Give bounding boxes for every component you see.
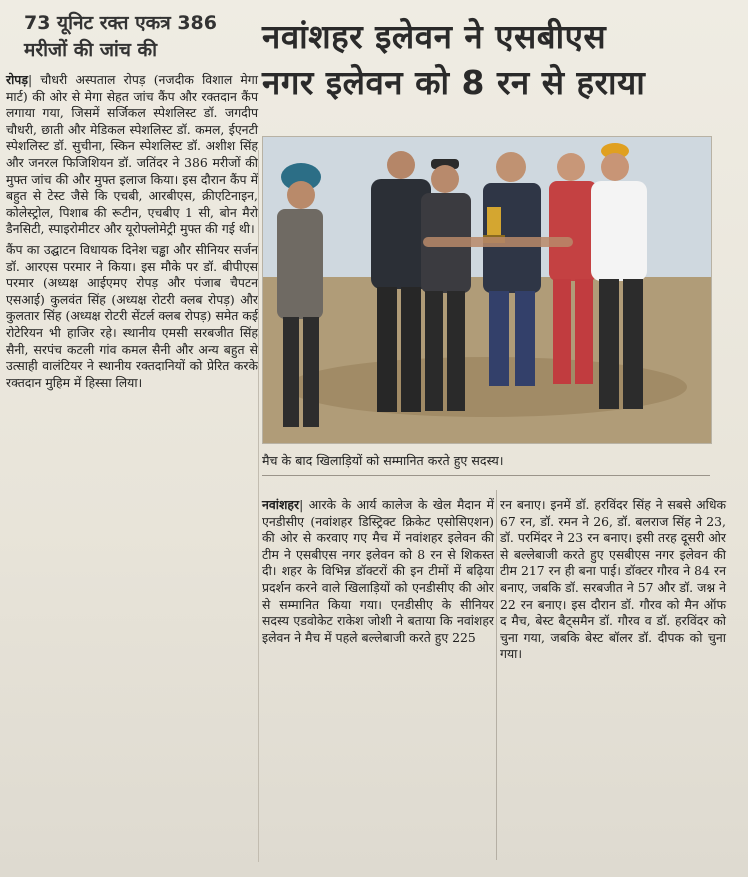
left-story-para-1-text: चौधरी अस्पताल रोपड़ (नजदीक विशाल मेगा मार्ट) की ओर से मेगा सेहत जांच कैंप और रक्तदान कैंप लगाया गया, जिसमें सर्जिकल स्पेशलिस्ट डॉ. जगदीप चौधरी, छाती और मेडिकल स्पेशलिस्ट डॉ. कमल, ईएनटी स्पेशलिस्ट डॉ. सुचीना, स्किन स्पेशलिस्ट डॉ. अशीश सिंह और जनरल फिजिशियन डॉ. जतिंदर ने 386 मरीजों की मुफ्त जांच की और मुफ्त इलाज किया। इस दौरान कैंप में बहुत से टेस्ट जैसे कि एचबी, आरबीएस, क्रीएटिनाइन, कोलेस्ट्रोल, पिशाब की रूटीन, एचबीए 1 सी, बोन मैरो डैनसिटी, स्पाइरोमीटर और यूरोफ्लोमेट्री मुफ्त की गई थी। [6, 72, 258, 237]
main-story-col1-text: आरके के आर्य कालेज के खेल मैदान में एनडीसीए (नवांशहर डिस्ट्रिक्ट क्रिकेट एसोसिएशन) की ओर से करवाए गए मैच में नवांशहर इलेवन की टीम ने एसबीएस नगर इलेवन को 8 रन से शिकस्त दी। शहर के विभिन्न डॉक्टरों की इन टीमों में बढ़िया प्रदर्शन करने वाले खिलाड़ियों को एनडीसीए की ओर से सम्मानित किया गया। एनडीसीए के सीनियर सदस्य एडवोकेट राकेश जोशी ने बताया कि नवांशहर इलेवन ने मैच में पहले बल्लेबाजी करते हुए 225 [262, 497, 494, 645]
left-story-headline: 73 यूनिट रक्त एकत्र 386 मरीजों की जांच की [24, 12, 217, 61]
left-story-paragraph-1 [6, 72, 258, 238]
left-story-dateline-sep: | [27, 72, 41, 87]
photo-illustration [263, 137, 711, 443]
main-story-column-2: रन बनाए। इनमें डॉ. हरविंदर सिंह ने सबसे अधिक 67 रन, डॉ. रमन ने 26, डॉ. बलराज सिंह ने 23, डॉ. परमिंदर ने 23 रन बनाए। इसी तरह दूसरी ओर से बल्लेबाजी करते हुए एसबीएस नगर इलेवन की टीम 217 रन ही बना पाई। डॉक्टर गौरव ने 84 रन बनाए, जबकि डॉ. सरबजीत ने 57 और डॉ. जश्न ने 22 रन बनाए। इस दौरान डॉ. गौरव को मैन ऑफ द मैच, बेस्ट बैट्समैन डॉ. गौरव व डॉ. हरविंदर को चुना गया, जबकि बेस्ट बॉलर डॉ. दीपक को चुना गया। [500, 497, 726, 662]
main-headline [262, 14, 742, 106]
left-story [6, 4, 258, 864]
left-story-body [6, 72, 258, 391]
column-divider [258, 150, 259, 862]
photo-caption: मैच के बाद खिलाड़ियों को सम्मानित करते हुए सदस्य। [262, 452, 710, 476]
news-photo [262, 136, 712, 444]
column-divider-2 [496, 490, 497, 860]
main-headline-line-2: नगर इलेवन को 8 रन से हराया [262, 63, 646, 102]
main-story-dateline-sep: | [299, 497, 309, 512]
person-6 [591, 143, 647, 409]
main-headline-line-1: नवांशहर इलेवन ने एसबीएस [262, 17, 607, 56]
main-story-column-1 [262, 497, 494, 646]
main-story-dateline: नवांशहर [262, 497, 300, 512]
left-story-paragraph-2: कैंप का उद्घाटन विधायक दिनेश चड्ढा और सीनियर सर्जन डॉ. आरएस परमार ने किया। इस मौके पर डॉ. बीपीएस परमार (अध्यक्ष आईएमए रोपड़ और पंजाब चैपटन एसआई) कुलवंत सिंह (अध्यक्ष रोटरी क्लब रोपड़) और कुलतार सिंह (अध्यक्ष रोटरी सेंटर्ल क्लब रोपड़) समेत कई रोटेरियन भी हाजिर रहे। स्थानीय एमसी सरबजीत सिंह सैनी, सरपंच कटली गांव कमल सैनी और अन्य बहुत से उत्साही वालंटियर ने स्थानीय रक्तदानियों को प्रेरित करके रक्तदान मुहिम में हिस्सा लिया। [6, 241, 258, 390]
left-story-dateline: रोपड़ [6, 72, 28, 87]
